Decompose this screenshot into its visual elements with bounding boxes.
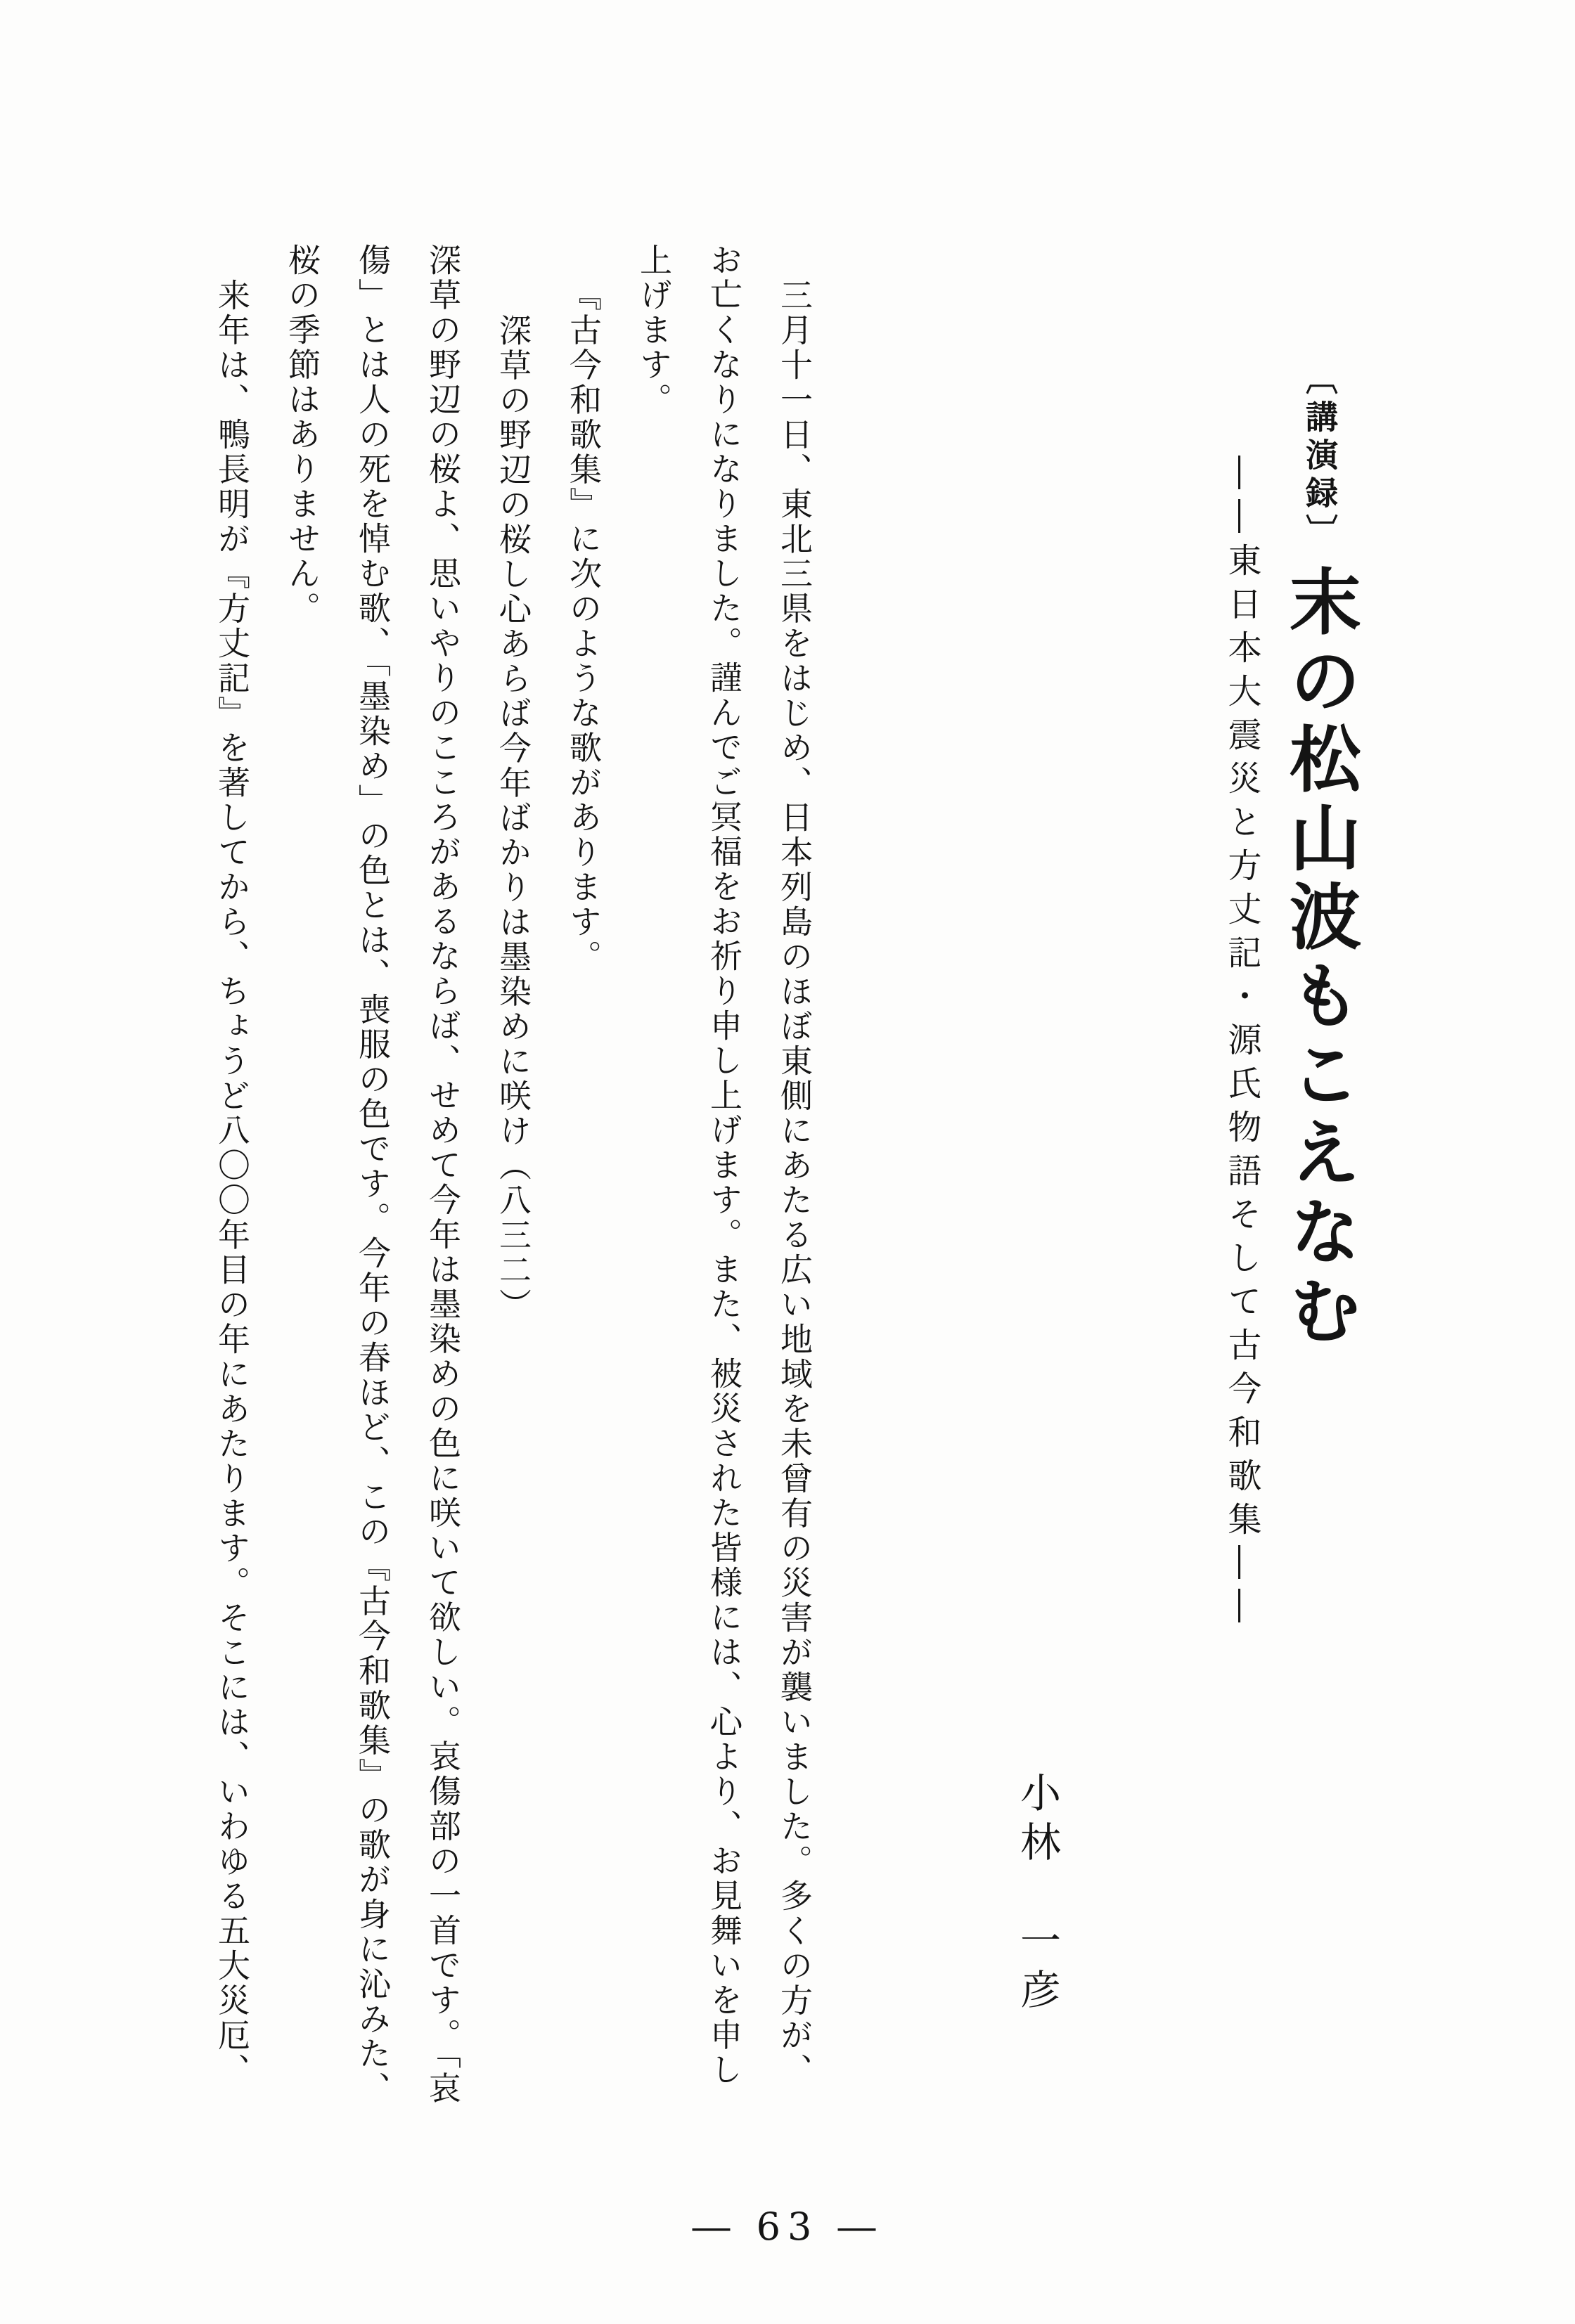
body-column-3: 上げます。 [635, 243, 673, 418]
body-column-8: 桜の季節はありません。 [283, 243, 321, 626]
body-column-poem: 深草の野辺の桜し心あらば今年ばかりは墨染めに咲け（八三二） [494, 314, 532, 1323]
genre-label: 〔講演録〕 [1301, 362, 1339, 552]
body-column-4: 『古今和歌集』に次のような歌があります。 [565, 278, 603, 974]
page-subtitle: ――東日本大震災と方丈記・源氏物語そして古今和歌集―― [1222, 456, 1261, 1632]
page-number: ― 63 ― [692, 2204, 883, 2249]
author-name: 小林 一彦 [1013, 1771, 1061, 2018]
page-title: 末の松山波もこえなむ [1278, 564, 1362, 1352]
body-column-6: 深草の野辺の桜よ、思いやりのこころがあるならば、せめて今年は墨染めの色に咲いて欲しい。哀傷部の一首です。「哀 [424, 243, 462, 2106]
body-column-2: お亡くなりになりました。謹んでご冥福をお祈り申し上げます。また、被災された皆様には、心より、お見舞いを申し [705, 243, 743, 2088]
body-column-9: 来年は、鴨長明が『方丈記』を著してから、ちょうど八〇〇年目の年にあたります。そこには、いわゆる五大災厄、 [213, 278, 251, 2088]
title-block [1278, 362, 1362, 1352]
body-column-7: 傷」とは人の死を悼む歌、「墨染め」の色とは、喪服の色です。今年の春ほど、この『古今和歌集』の歌が身に沁みた、 [354, 243, 392, 2106]
body-column-1: 三月十一日、東北三県をはじめ、日本列島のほぼ東側にあたる広い地域を未曾有の災害が襲いました。多くの方が、 [776, 278, 814, 2088]
